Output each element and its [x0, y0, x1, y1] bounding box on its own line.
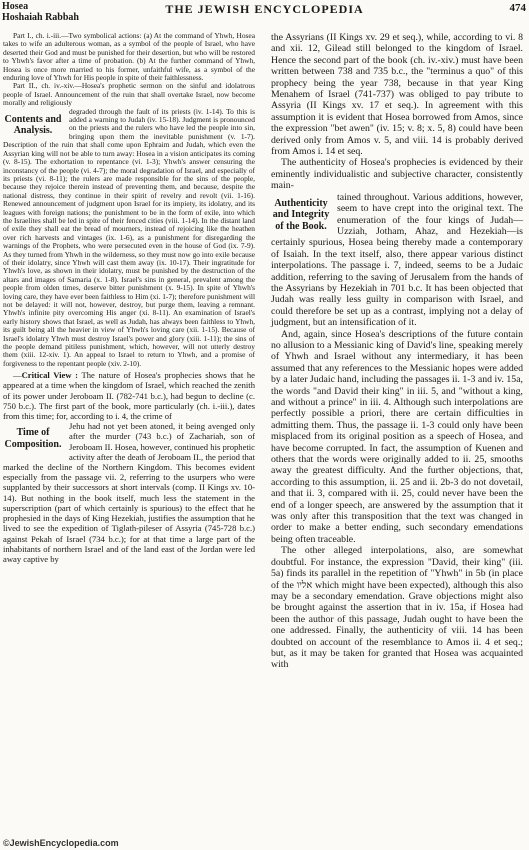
left-column	[3, 32, 255, 564]
paragraph-authenticity-intro: The authenticity of Hosea's prophecies is evidenced by their eminently individualistic and subjective character, consistently main-	[271, 157, 523, 192]
right-column	[271, 32, 523, 671]
paragraph-authenticity: tained throughout. Various additions, however, seem to have crept into the original text. The enumeration of the four kings of Judah—Uzziah, Jotham, Ahaz, and Hezekiah—is certainly spurious, Hosea being thereby made a contemporary of Isaiah. In the text itself, also, there appear various distinct interpolations. The passage i. 7, indeed, seems to be a Judaic addition, referring to the saving of Jerusalem from the hands of the Assyrians by Hezekiah in 701 b.c. It has been objected that Judah was really less guilty in comparison with Israel, and could therefore be set up as a contrast, implying not a delay of judgment, but an intensification of it.	[271, 191, 523, 329]
paragraph-interpolations: The other alleged interpolations, also, are somewhat doubtful. For instance, the expression "David, their king" (iii. 5a) finds its parallel in the repetition of "Yhwh" in 5b (in place of the אליו which might have been expected), although this also may be a secondary emendation. Grave objections might also be brought against the assertion that in iv. 15a, if Hosea had been the author of this passage, Judah ought to have been the one addressed. Finally, the authenticity of viii. 14 has been doubted on account of the resemblance to Amos ii. 4 et seq.; but, as it may be taken for granted that Hosea was acquainted with	[271, 545, 523, 671]
page-number: 474	[509, 2, 526, 14]
paragraph-part-two-intro: Part II., ch. iv.-xiv.—Hosea's prophetic sermon on the sinful and idolatrous people of Israel. Announcement of the ruin that shall overtake Israel, now become morally and religiously	[3, 81, 255, 108]
side-heading-time-of-composition: Time of Composition.	[4, 427, 62, 450]
critical-view-heading: Critical View :	[21, 370, 79, 381]
paragraph-critical-view-intro: —Critical View : The nature of Hosea's prophecies shows that he appeared at a time when the kingdom of Israel, which reached the zenith of its power under Jeroboam II. (782-741 b.c.), had begun to decline (c. 750 b.c.). The first part of the book, more particularly (ch. i.-iii.), dates from this time; for, according to i. 4, the crime of	[3, 370, 255, 422]
copyright-link[interactable]: ©JewishEncyclopedia.com	[3, 838, 119, 848]
paragraph-time-of-composition: Jehu had not yet been atoned, it being avenged only after the murder (743 b.c.) of Zachariah, son of Jeroboam II. Hosea, however, continued his prophetic activity after the death of Jeroboam II., the period that marked the decline of the Northern Kingdom. This becomes evident especially from the passage vii. 2, referring to the usurpers who were supplanted by their successors at short intervals (comp. II Kings xv. 10-14). But nothing in the book itself, much less the statement in the superscription (part of which certainly is spurious) to the effect that he prophesied in the days of King Hezekiah, justifies the assumption that he lived to see the expedition of Tiglath-pileser of Assyria (745-728 b.c.) against Pekah of Israel (734 b.c.); for at that time a large part of the inhabitants of northern Israel and of the land east of the Jordan were led away captive by	[3, 421, 255, 564]
paragraph-messianic: And, again, since Hosea's descriptions of the future contain no allusion to a Messianic king of David's line, speaking merely of Yhwh and Israel without any intermediary, it has been assumed that any references to the Messianic hopes were added by a later Judaic hand, including the passages ii. 1-3 and iv. 15a, the words "and David their king" in iii. 5, and "without a king, and without a prince" in iii. 4. Although such interpolations are perfectly possible a priori, there are certain difficulties in admitting them. Thus, the passage ii. 1-3 could only have been misplaced from its original position as a speech of Hosea, and have become corrupted. In fact, the assumption of Kuenen and others that the words were originally added to ii. 25, smooths away the greatest difficulty. And the further objections, that, according to this assumption, ii. 25 and ii. 2b-3 do not dovetail, and that ii. 3, compared with ii. 25, could never have been the end of a longer speech, are answered by the assumption that it was only after this transposition that the text was changed in order to make a better ending, such secondary emendations being often traceable.	[271, 328, 523, 545]
paragraph-part-one: Part I., ch. i.-iii.—Two symbolical actions: (a) At the command of Yhwh, Hosea takes to wife an adulterous woman, as a symbol of the people of Israel, who have deserted their God and must be punished for their desertion, but who will be restored to Yhwh's favor after a time of probation. (b) At the further command of Yhwh, Hosea is once more married to his former, unfaithful wife, as a symbol of the enduring love of Yhwh for His people in spite of their faithlessness.	[3, 31, 255, 83]
running-head-entry-last: Hoshaiah Rabbah	[2, 12, 79, 23]
side-heading-contents: Contents and Analysis.	[4, 113, 62, 137]
contents-summary	[3, 32, 255, 368]
journal-title: THE JEWISH ENCYCLOPEDIA	[165, 2, 364, 16]
paragraph-assyrians: the Assyrians (II Kings xv. 29 et seq.), while, according to vi. 8 and xii. 12, Gilead still belonged to the kingdom of Israel. Hence the second part of the book (ch. iv.-xiv.) must have been written between 738 and 735 b.c., the "terminus a quo" of this prophecy being the year 738, because in that year King Menahem of Israel (741-737) was obliged to pay tribute to Assyria (II Kings xv. 17 et seq.). In agreement with this assumption it is evident that Hosea borrowed from Amos, since the expression "bet awen" (iv. 15; v. 8; x. 5, 8) could have been derived only from Amos v. 5, and viii. 14 is probably derived from Amos i. 14 et seq.	[271, 32, 523, 158]
paragraph-part-two: degraded through the fault of its priests (iv. 1-14). To this is added a warning to Judah (iv. 15-18). Judgment is pronounced on the priests and the rulers who have led the people into sin, bringing upon them the inevitable punishment (v. 1-7). Description of the ruin that shall come upon Ephraim and Judah, which even the Assyrian king will not be able to turn away: Hosea in a vision anticipates its coming (v. 8-15). The exhortation to repentance (vi. 1-3); Yhwh's answer censuring the inconstancy of the people (vi. 4-7); the moral degradation of Israel, and especially of its priests (vi. 8-11); the rulers are made responsible for the sins of the people, because they rejoice therein instead of preventing them, and because, despite the national distress, they continue in their spirit of revelry and revolt (vii. 1-16). Renewed announcement of judgment upon Israel for its impiety, its idolatry, and its leagues with foreign nations; the punishment to be in the form of exile, into which the Israelites shall be led in spite of their fenced cities (viii. 1-14). In the distant land of exile they shall eat the bread of mourners, instead of rejoicing like the heathen over rich harvests and vintages (ix. 1-6), as a punishment for disregarding the warnings of the Prophets, who were persecuted even in the house of God (ix. 7-9). As they turned from Yhwh in the wilderness, so they must now go into exile because of their idolatry, since Yhwh will cast them away (ix. 10-17). Their ingratitude for Yhwh's love, as shown in their idolatry, must be punished by the destruction of the altars and images of Samaria (x. 1-8). Israel's sins in general, prevalent among the people from olden times, deserve bitter punishment (x. 9-15). In spite of Yhwh's loving care, they have ever been faithless to Him (xi. 1-7); therefore punishment will not be delayed: it will not, however, destroy, but purge them, leaving a remnant. Yhwh's infinite pity overcoming His anger (xi. 8-11). An examination of Israel's early history shows that Israel, as well as Judah, has always been faithless to Yhwh, its guilt being all the heavier in view of Yhwh's loving care (xii. 1-15). Because of Israel's idolatry Yhwh must destroy Israel's power and glory (xiii. 1-11); the sins of the people demand pitiless punishment, which, however, will not utterly destroy them (xiii. 12-xiv. 1). An appeal to Israel to return to Yhwh, and a promise of forgiveness to the repentant people (xiv. 2-10).	[3, 106, 255, 368]
critical-view-text: The nature of Hosea's prophecies shows that he appeared at a time when the kingdom of Israel, which reached the zenith of its power under Jeroboam II. (782-741 b.c.), had begun to decline (c. 750 b.c.). The first part of the book, more particularly (ch. i.-iii.), dates from this time; for, according to i. 4, the crime of	[3, 370, 255, 422]
side-heading-authenticity: Authenticity and Integrity of the Book.	[272, 197, 330, 232]
running-head-entry-first: Hosea	[2, 1, 29, 12]
